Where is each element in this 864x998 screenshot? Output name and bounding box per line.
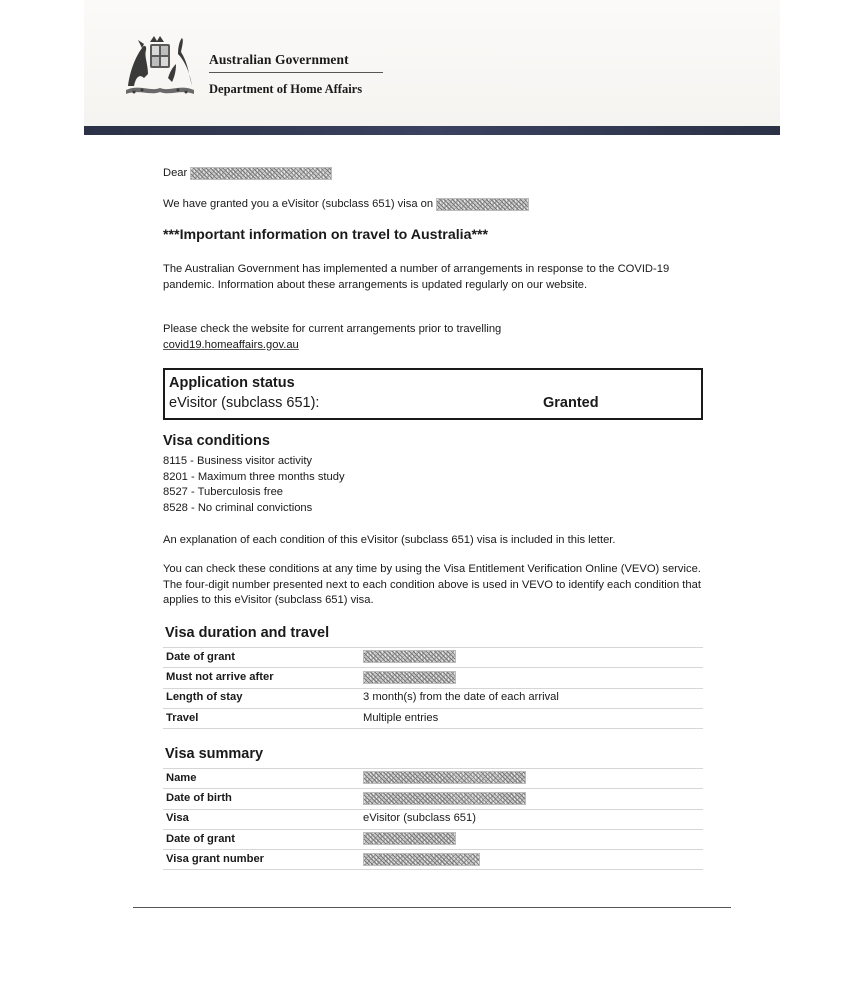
row-value	[360, 789, 703, 809]
department-name: Department of Home Affairs	[209, 82, 363, 96]
check-paragraph	[163, 322, 698, 353]
application-status-box	[163, 368, 703, 420]
redacted-value	[363, 771, 526, 784]
row-label: Visa grant number	[163, 850, 360, 870]
condition-item: 8115 - Business visitor activity	[163, 455, 313, 467]
row-value	[360, 668, 703, 688]
table-row	[163, 769, 703, 789]
salutation	[163, 166, 332, 182]
visa-summary-title: Visa summary	[165, 746, 264, 762]
row-label: Date of birth	[163, 789, 360, 809]
redacted-value	[363, 832, 456, 845]
application-status-row	[169, 393, 697, 413]
redacted-value	[363, 853, 480, 866]
application-status-title: Application status	[169, 375, 295, 391]
condition-item: 8527 - Tuberculosis free	[163, 486, 284, 498]
table-row	[163, 789, 703, 809]
important-heading: ***Important information on travel to Australia***	[163, 227, 489, 243]
redacted-name	[190, 167, 332, 180]
government-name: Australian Government	[209, 52, 349, 67]
visa-summary-table	[163, 768, 703, 870]
check-text: Please check the website for current arrangements prior to travelling	[163, 323, 502, 335]
row-label: Date of grant	[163, 829, 360, 849]
row-value	[360, 850, 703, 870]
grant-intro-text: We have granted you a eVisitor (subclass 651) visa on	[163, 198, 434, 210]
redacted-value	[363, 671, 456, 684]
row-value: 3 month(s) from the date of each arrival	[360, 688, 703, 708]
table-row	[163, 829, 703, 849]
table-row	[163, 708, 703, 728]
row-value: eVisitor (subclass 651)	[360, 809, 703, 829]
row-value	[360, 648, 703, 668]
row-label: Date of grant	[163, 648, 360, 668]
salutation-text: Dear	[163, 167, 188, 179]
condition-item: 8528 - No criminal convictions	[163, 501, 313, 514]
table-row	[163, 809, 703, 829]
visa-duration-table	[163, 647, 703, 729]
row-value	[360, 829, 703, 849]
row-value	[360, 769, 703, 789]
row-label: Visa	[163, 809, 360, 829]
vevo-paragraph: You can check these conditions at any time by using the Visa Entitlement Verification Online (VEVO) service. The four-digit number presented next to each condition above is used in VEVO to identify each condition that applies to this eVisitor (subclass 651) visa.	[163, 563, 701, 606]
application-status-value: Granted	[543, 395, 599, 411]
application-status-label: eVisitor (subclass 651):	[169, 395, 320, 411]
condition-item: 8201 - Maximum three months study	[163, 470, 345, 483]
header-bar	[84, 126, 780, 135]
covid-paragraph: The Australian Government has implemented a number of arrangements in response to the COVID-19 pandemic. Information about these arrangements is updated regularly on our website.	[163, 263, 670, 291]
row-label: Travel	[163, 708, 360, 728]
header-rule	[209, 72, 383, 73]
table-row	[163, 688, 703, 708]
row-label: Length of stay	[163, 688, 360, 708]
visa-conditions-title: Visa conditions	[163, 433, 270, 449]
grant-sentence	[163, 197, 529, 213]
redacted-grant-date	[436, 198, 529, 211]
covid-website-link[interactable]: covid19.homeaffairs.gov.au	[163, 338, 299, 351]
visa-duration-title: Visa duration and travel	[165, 625, 330, 641]
row-value: Multiple entries	[360, 708, 703, 728]
conditions-explanation: An explanation of each condition of this eVisitor (subclass 651) visa is included in this letter.	[163, 534, 616, 546]
row-label: Must not arrive after	[163, 668, 360, 688]
organisation-name	[209, 52, 383, 97]
redacted-value	[363, 792, 526, 805]
table-row	[163, 668, 703, 688]
visa-conditions-list	[163, 454, 345, 516]
table-row	[163, 850, 703, 870]
footer-rule	[133, 907, 731, 908]
row-label: Name	[163, 769, 360, 789]
coat-of-arms-icon	[120, 34, 200, 98]
table-row	[163, 648, 703, 668]
redacted-value	[363, 650, 456, 663]
